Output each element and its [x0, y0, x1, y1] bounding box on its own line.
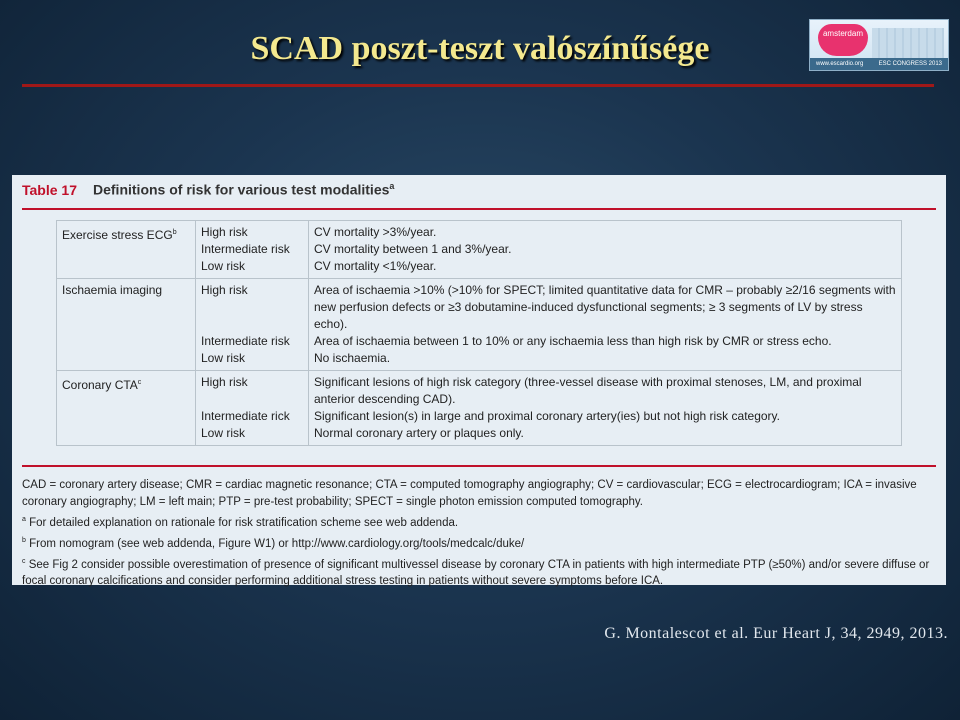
definition: No ischaemia.: [314, 351, 391, 365]
abbreviations: CAD = coronary artery disease; CMR = cardiac magnetic resonance; CTA = computed tomography angiography; CV = cardiovascular; ECG = electrocardiogram; ICA = invasive coronary angiography; LM = left main; PTP = pre-test probability; SPECT = single photon emission computed tomography.: [22, 479, 917, 508]
table-title: Definitions of risk for various test modalities: [93, 181, 390, 198]
footnote-text: For detailed explanation on rationale for risk stratification scheme see web addenda.: [29, 516, 459, 529]
spacer: [201, 311, 303, 333]
risk-level: Low risk: [201, 259, 246, 273]
congress-logo: [809, 19, 949, 71]
logo-heart-text: amsterdam: [822, 29, 863, 38]
table-row: [57, 279, 902, 371]
logo-footer: [810, 58, 948, 70]
definition: CV mortality between 1 and 3%/year.: [314, 242, 512, 256]
risk-level-cell: [196, 279, 309, 371]
risk-level: Intermediate risk: [201, 334, 290, 348]
footnote-mark: b: [22, 536, 26, 544]
slide-title: SCAD poszt-teszt valószínűsége: [250, 30, 710, 67]
modality-cell: [57, 371, 196, 446]
table-footnotes: [22, 477, 936, 590]
definition-cell: [309, 371, 902, 446]
risk-level: High risk: [201, 283, 248, 297]
table-bottom-rule: [22, 465, 936, 467]
table-top-rule: [22, 208, 936, 210]
logo-footer-right: ESC CONGRESS 2013: [878, 61, 942, 67]
modality-cell: [57, 221, 196, 279]
spacer: [201, 299, 303, 311]
footnote-text: See Fig 2 consider possible overestimation of presence of significant multivessel disease by coronary CTA in patients with high intermediate PTP (≥50%) and/or severe diffuse or focal coronary calcifications and consider performing additional stress testing in patients without severe symptoms before ICA.: [22, 558, 930, 588]
footnote-mark: a: [22, 516, 26, 523]
heart-logo-icon: [818, 24, 868, 56]
logo-skyline: [872, 28, 944, 58]
risk-level: High risk: [201, 375, 248, 389]
footnote: [22, 511, 936, 532]
table-panel: [12, 175, 946, 588]
risk-level: Intermediate rick: [201, 409, 290, 423]
table-title-sup: a: [389, 181, 395, 191]
footnote-text: From nomogram (see web addenda, Figure W1) or http://www.cardiology.org/tools/medcalc/duke/: [29, 537, 525, 550]
risk-level-cell: [196, 221, 309, 279]
modality-label: Coronary CTA: [62, 378, 138, 392]
risk-level-cell: [196, 371, 309, 446]
table-number: Table 17: [22, 181, 77, 198]
title-underline: [22, 84, 934, 87]
definition: Area of ischaemia >10% (>10% for SPECT; limited quantitative data for CMR – probably ≥2/16 segments with new perfusion defects or ≥3 dobutamine-induced dysfunctional segments; ≥ 3 segments of LV by stress echo).: [314, 283, 896, 331]
table-heading: [22, 181, 394, 198]
table-row: [57, 371, 902, 446]
definition: Significant lesions of high risk category (three-vessel disease with proximal stenoses, LM, and proximal anterior descending CAD).: [314, 375, 862, 406]
risk-level: Low risk: [201, 351, 246, 365]
definition: Normal coronary artery or plaques only.: [314, 426, 524, 440]
definition: Area of ischaemia between 1 to 10% or any ischaemia less than high risk by CMR or stress echo.: [314, 334, 832, 348]
modality-label: Exercise stress ECG: [62, 228, 173, 242]
footnote-mark: c: [22, 557, 26, 565]
footnote: [22, 532, 936, 553]
risk-level: Low risk: [201, 426, 246, 440]
risk-level: Intermediate risk: [201, 242, 290, 256]
modality-label: Ischaemia imaging: [62, 283, 163, 297]
definition-cell: [309, 221, 902, 279]
spacer: [201, 391, 303, 408]
definition: CV mortality <1%/year.: [314, 259, 437, 273]
risk-level: High risk: [201, 225, 248, 239]
risk-table: [56, 220, 902, 446]
modality-sup: c: [137, 379, 142, 386]
definition-cell: [309, 279, 902, 371]
footnote: [22, 553, 936, 591]
definition: CV mortality >3%/year.: [314, 225, 437, 239]
table-row: [57, 221, 902, 279]
modality-sup: b: [172, 229, 177, 236]
definition: Significant lesion(s) in large and proximal coronary artery(ies) but not high risk category.: [314, 409, 780, 423]
citation: G. Montalescot et al. Eur Heart J, 34, 2949, 2013.: [604, 625, 948, 642]
logo-footer-left: www.escardio.org: [816, 61, 864, 67]
modality-cell: [57, 279, 196, 371]
